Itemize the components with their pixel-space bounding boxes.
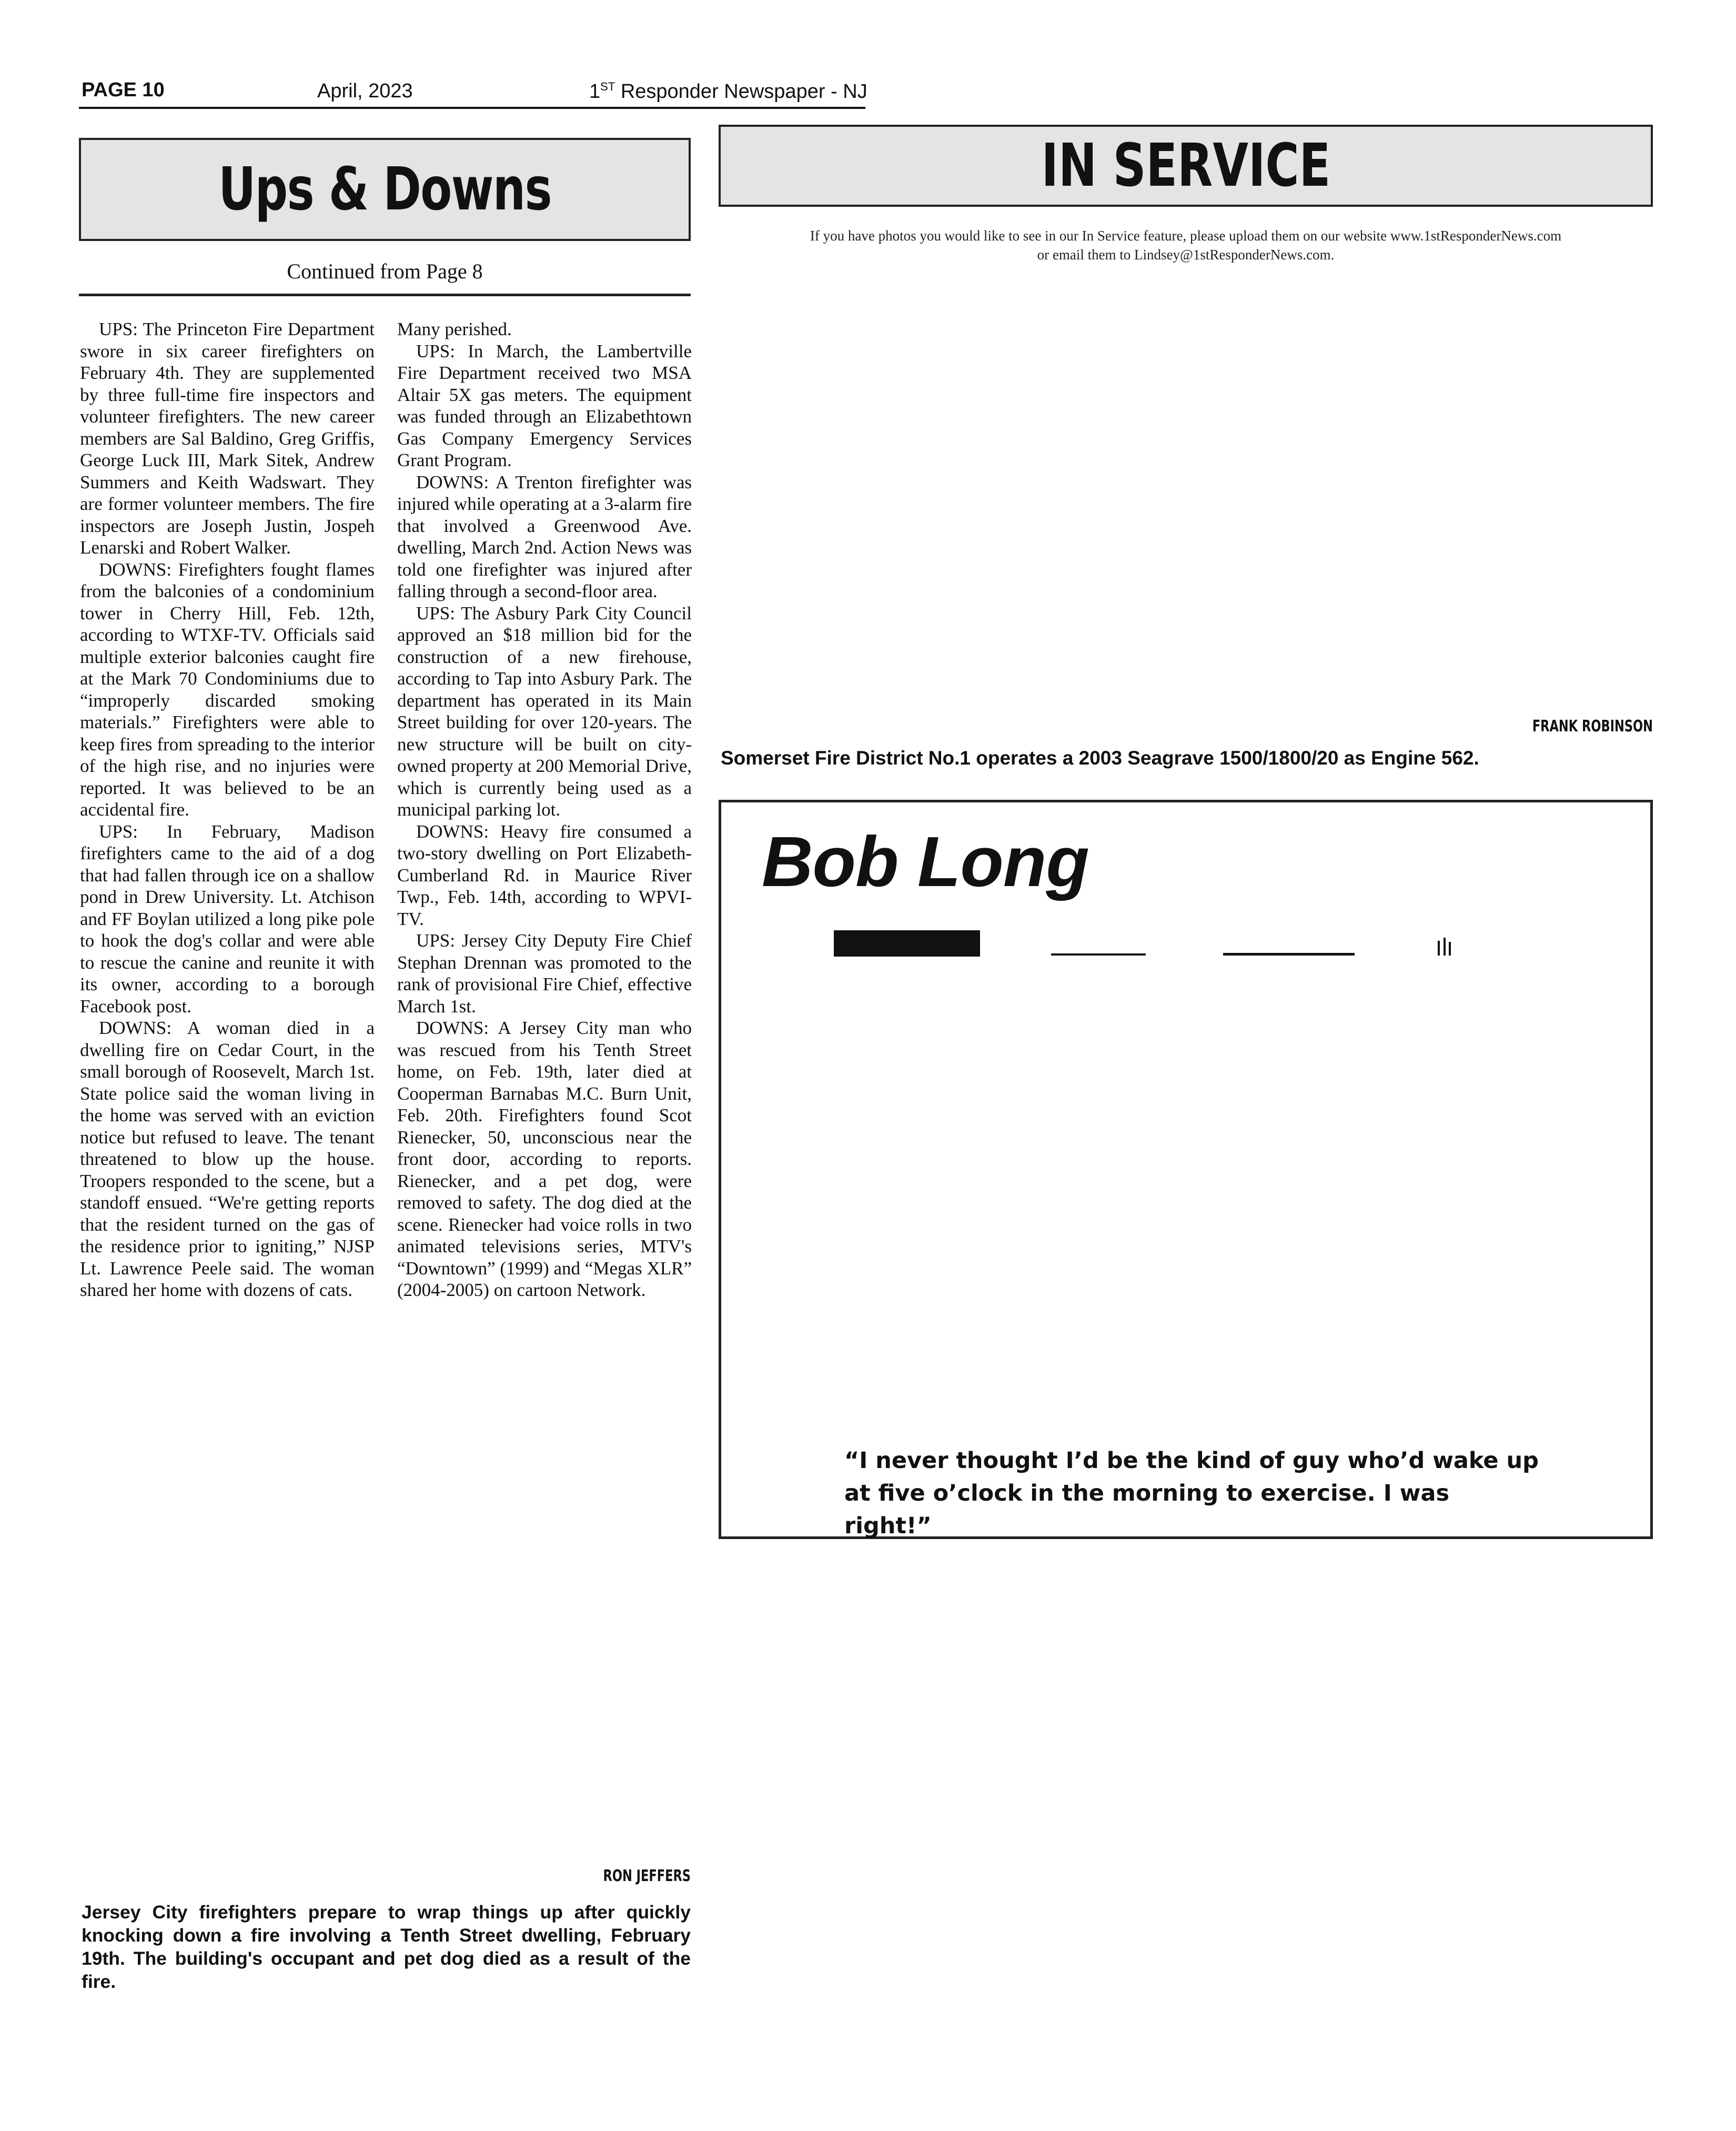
cartoon-quote-line: “I never thought I’d be the kind of guy who’d wake up — [844, 1448, 1539, 1474]
article-paragraph: UPS: The Asbury Park City Council approved an $18 million bid for the construction of a new firehouse, according to Tap into Asbury Park. The department has operated in its Main Street building for over 120-years. The new structure will be built on city-owned property at 200 Memorial Drive, which is currently being used as a municipal parking lot. — [397, 602, 692, 820]
cartoon-drawing-fragment — [1444, 938, 1446, 956]
article-column-2 — [397, 318, 692, 1301]
section-rule — [79, 294, 691, 296]
cartoon-drawing-fragment — [1438, 941, 1440, 956]
cartoon-drawing-fragment — [1051, 953, 1146, 956]
article-paragraph: UPS: In March, the Lambertville Fire Department received two MSA Altair 5X gas meters. The equipment was funded through an Elizabethtown Gas Company Emergency Services Grant Program. — [397, 340, 692, 470]
cartoon-drawing-fragment — [1223, 953, 1355, 956]
photo-credit: FRANK ROBINSON — [1532, 717, 1653, 736]
article-paragraph: DOWNS: A Jersey City man who was rescued from his Tenth Street home, on Feb. 19th, later died at Cooperman Barnabas M.C. Burn Unit, Feb. 20th. Firefighters found Scot Rienecker, 50, unconscious near the front door, according to reports. Rienecker, and a pet dog, were removed to safety. The dog died at the scene. Rienecker had voice rolls in two animated televisions series, MTV's “Downtown” (1999) and “Megas XLR” (2004-2005) on cartoon Network. — [397, 1018, 692, 1300]
continued-from-line: Continued from Page 8 — [287, 259, 483, 283]
photo-caption: Jersey City firefighters prepare to wrap things up after quickly knocking down a fire involving a Tenth Street dwelling, February 19th. The building's occupant and pet dog died as a result of the fire. — [82, 1902, 691, 1992]
article-paragraph: DOWNS: Firefighters fought flames from the balconies of a condominium tower in Cherry Hill, Feb. 12th, according to WTXF-TV. Officials said multiple exterior balconies caught fire at the Mark 70 Condominiums due to “improperly discarded smoking materials.” Firefighters were able to keep fires from spreading to the interior of the high rise, and no injuries were reported. It was believed to be an accidental fire. — [80, 559, 375, 820]
cartoon-quote — [844, 1444, 1539, 1542]
submission-note-line: or email them to Lindsey@1stResponderNews.com. — [1037, 247, 1335, 263]
article-paragraph: UPS: Jersey City Deputy Fire Chief Stephan Drennan was promoted to the rank of provisional Fire Chief, effective March 1st. — [397, 930, 692, 1017]
photo-caption: Somerset Fire District No.1 operates a 2003 Seagrave 1500/1800/20 as Engine 562. — [721, 747, 1479, 769]
newspaper-name-text: Responder Newspaper - NJ — [615, 81, 867, 103]
article-paragraph: DOWNS: A Trenton firefighter was injured while operating at a 3-alarm fire that involved a Greenwood Ave. dwelling, March 2nd. Action News was told one firefighter was injured after falling through a second-floor area. — [397, 471, 692, 601]
ups-downs-title: Ups & Downs — [218, 155, 551, 224]
photo-credit: RON JEFFERS — [603, 1867, 691, 1885]
cartoon-quote-line: at five o’clock in the morning to exercise. I was right!” — [844, 1480, 1450, 1539]
newspaper-name-superscript: ST — [600, 80, 615, 93]
submission-note-line: If you have photos you would like to see in our In Service feature, please upload them on our website www.1stResponderNews.com — [810, 228, 1562, 244]
ups-downs-title-box — [79, 138, 691, 241]
cartoon-drawing-fragment — [834, 930, 980, 933]
cartoon-drawing-fragment — [1449, 942, 1451, 956]
newspaper-name — [589, 80, 867, 103]
cartoon-title: Bob Long — [762, 822, 1089, 901]
article-paragraph: DOWNS: Heavy fire consumed a two-story dwelling on Port Elizabeth-Cumberland Rd. in Maurice River Twp., Feb. 14th, according to WPVI-TV. — [397, 821, 692, 929]
article-paragraph: DOWNS: A woman died in a dwelling fire on Cedar Court, in the small borough of Roosevelt, March 1st. State police said the woman living in the home was served with an eviction notice but refused to leave. The tenant threatened to blow up the house. Troopers responded to the scene, but a standoff ensued. “We're getting reports that the resident turned on the gas of the residence prior to igniting,” NJSP Lt. Lawrence Peele said. The woman shared her home with dozens of cats. — [80, 1018, 375, 1300]
page-number: PAGE 10 — [82, 79, 165, 101]
in-service-title: IN SERVICE — [1041, 132, 1330, 200]
cartoon-panel — [719, 800, 1653, 1539]
article-column-1 — [80, 318, 375, 1301]
in-service-title-box — [719, 125, 1653, 207]
newspaper-name-prefix: 1 — [589, 81, 601, 103]
header-rule — [79, 107, 865, 109]
issue-date: April, 2023 — [317, 80, 413, 102]
article-paragraph: UPS: The Princeton Fire Department swore in six career firefighters on February 4th. They are supplemented by three full-time fire inspectors and volunteer firefighters. The new career members are Sal Baldino, Greg Griffis, George Luck III, Mark Sitek, Andrew Summers and Keith Wadswart. They are former volunteer members. The fire inspectors are Joseph Justin, Jospeh Lenarski and Robert Walker. — [80, 319, 375, 558]
article-paragraph-continued: Many perished. — [397, 319, 512, 339]
submission-note — [719, 226, 1653, 264]
cartoon-drawing-fragment — [834, 930, 980, 957]
article-paragraph: UPS: In February, Madison firefighters came to the aid of a dog that had fallen through ice on a shallow pond in Drew University. Lt. Atchison and FF Boylan utilized a long pike pole to hook the dog's collar and were able to rescue the canine and reunite it with its owner, according to a borough Facebook post. — [80, 821, 375, 1017]
